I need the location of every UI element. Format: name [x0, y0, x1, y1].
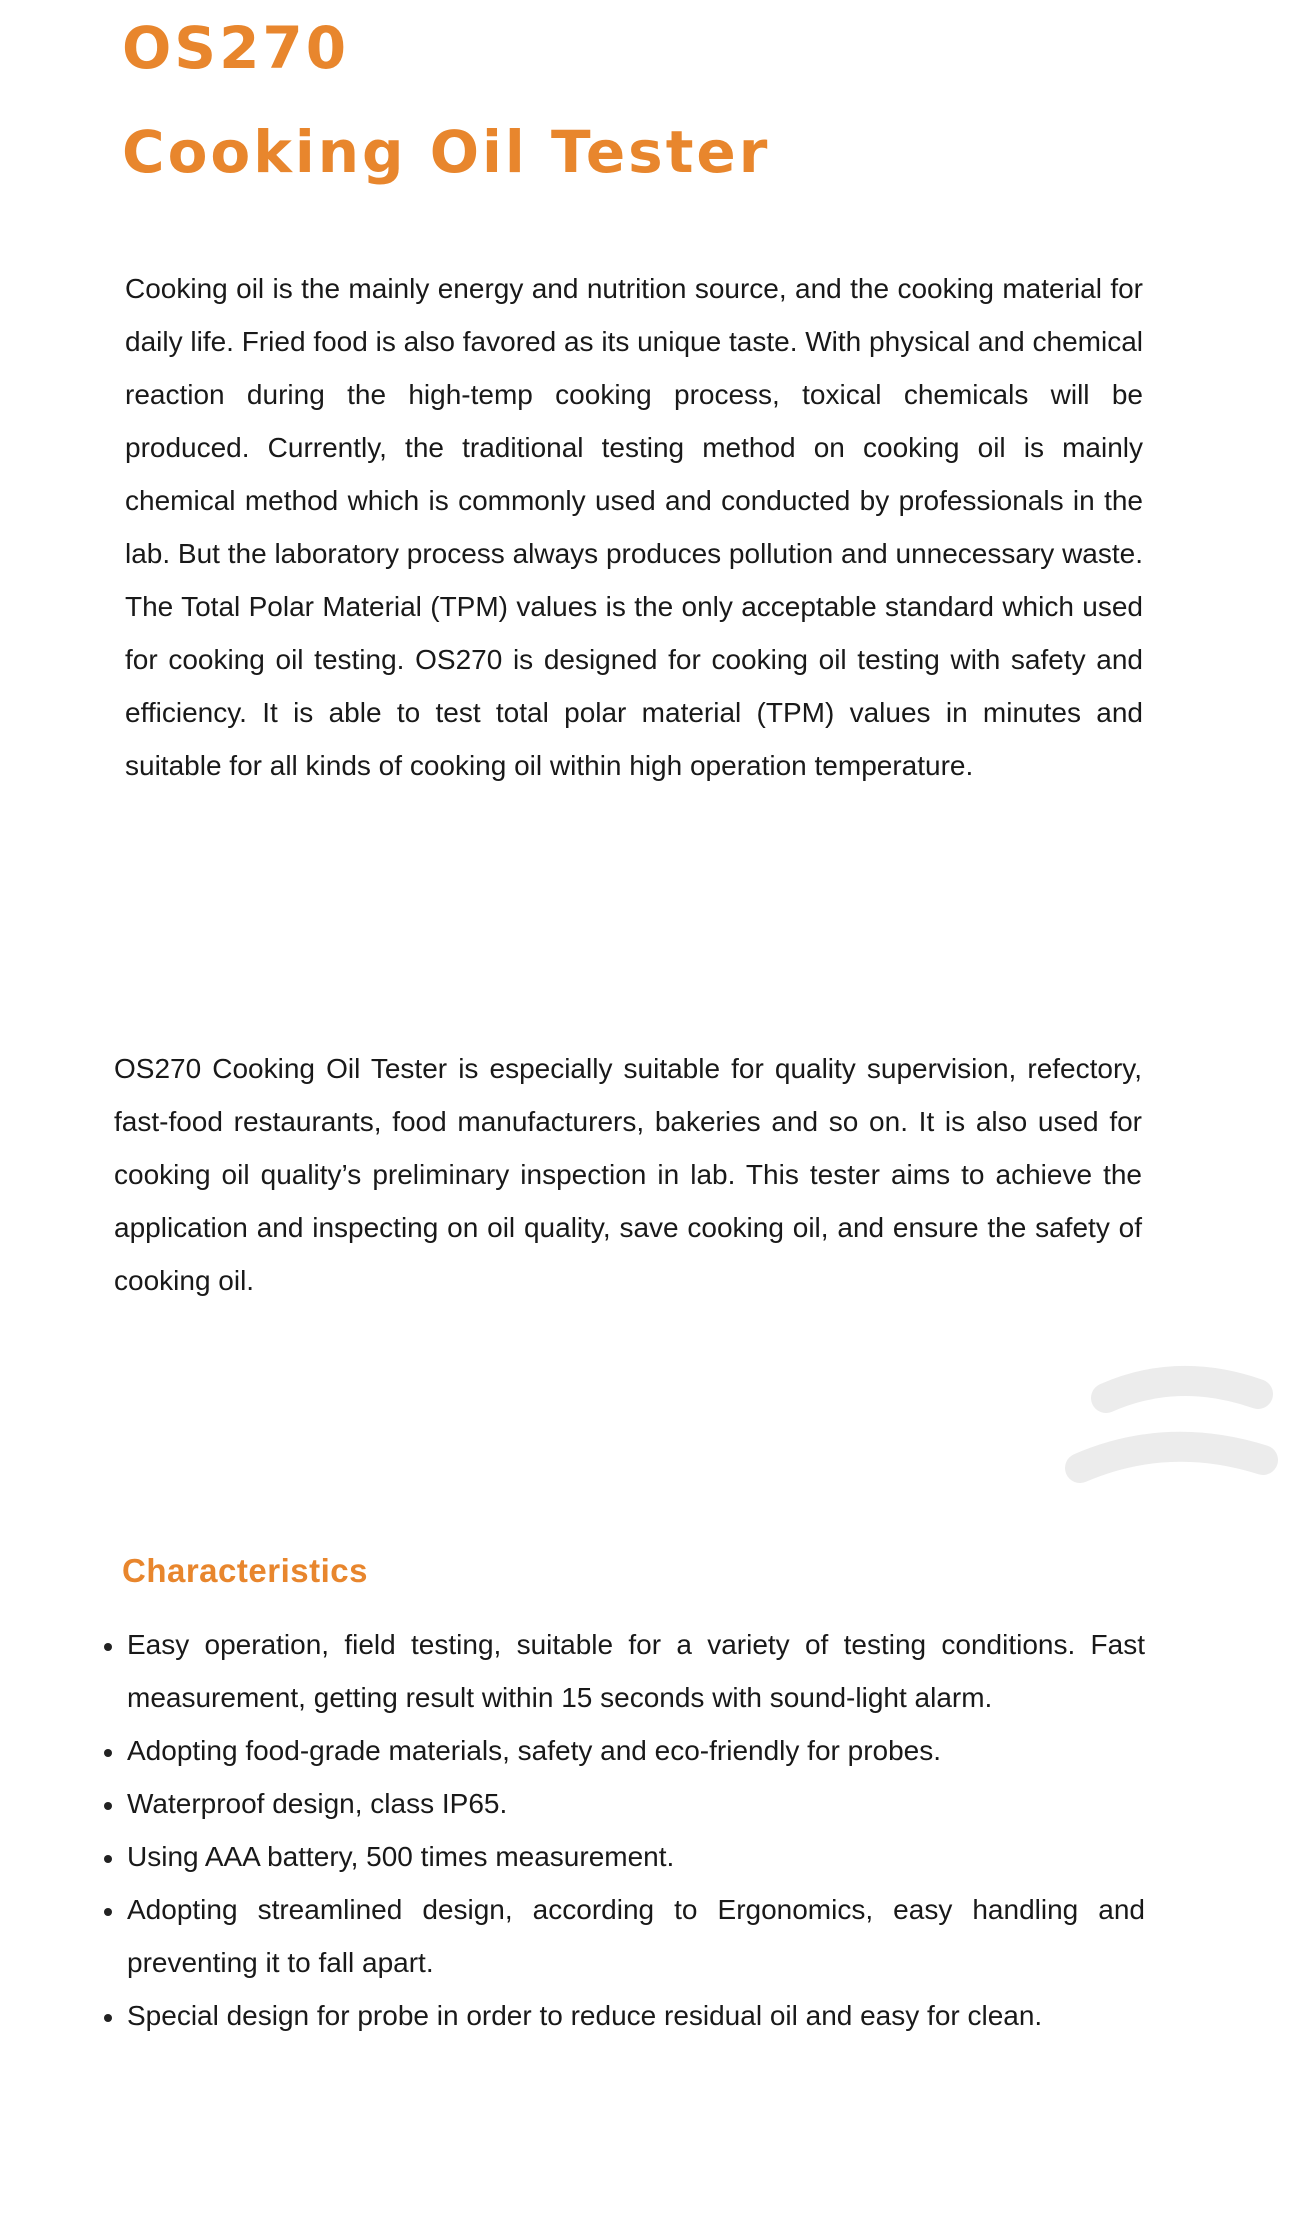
- list-item-text: Using AAA battery, 500 times measurement.: [127, 1841, 675, 1872]
- list-item: [100, 1883, 1145, 1989]
- bullet-dot-icon: [100, 1777, 127, 1830]
- list-item: [100, 1830, 1145, 1883]
- list-item: [100, 1618, 1145, 1724]
- bullet-dot-icon: [100, 1618, 127, 1671]
- characteristics-heading: Characteristics: [122, 1552, 368, 1589]
- list-item-text: Special design for probe in order to reduce residual oil and easy for clean.: [127, 2000, 1043, 2031]
- intro-paragraph: Cooking oil is the mainly energy and nutrition source, and the cooking material for daily life. Fried food is also favored as its unique taste. With physical and chemical reaction during the high-temp cooking process, toxical chemicals will be produced. Currently, the traditional testing method on cooking oil is mainly chemical method which is commonly used and conducted by professionals in the lab. But the laboratory process always produces pollution and unnecessary waste. The Total Polar Material (TPM) values is the only acceptable standard which used for cooking oil testing. OS270 is designed for cooking oil testing with safety and efficiency. It is able to test total polar material (TPM) values in minutes and suitable for all kinds of cooking oil within high operation temperature.: [125, 273, 1143, 781]
- list-item: [100, 1777, 1145, 1830]
- list-item-text: Easy operation, field testing, suitable for a variety of testing conditions. Fast measurement, getting result within 15 seconds with sound-light alarm.: [127, 1629, 1145, 1713]
- faded-watermark-graphic: [1058, 1352, 1278, 1517]
- list-item-text: Waterproof design, class IP65.: [127, 1788, 508, 1819]
- watermark-swoosh-icon: [1058, 1352, 1278, 1517]
- list-item-text: Adopting streamlined design, according to Ergonomics, easy handling and preventing it to fall apart.: [127, 1894, 1145, 1978]
- bullet-dot-icon: [100, 1883, 127, 1936]
- bullet-dot-icon: [100, 1830, 127, 1883]
- list-item: [100, 1724, 1145, 1777]
- list-item: [100, 1989, 1145, 2042]
- characteristics-list: [100, 1618, 1145, 2042]
- product-model-title: OS270: [122, 14, 350, 82]
- application-paragraph: OS270 Cooking Oil Tester is especially suitable for quality supervision, refectory, fast-food restaurants, food manufacturers, bakeries and so on. It is also used for cooking oil quality’s preliminary inspection in lab. This tester aims to achieve the application and inspecting on oil quality, save cooking oil, and ensure the safety of cooking oil.: [114, 1053, 1142, 1296]
- bullet-dot-icon: [100, 1724, 127, 1777]
- product-name-title: Cooking Oil Tester: [122, 118, 771, 186]
- bullet-dot-icon: [100, 1989, 127, 2042]
- list-item-text: Adopting food-grade materials, safety and eco-friendly for probes.: [127, 1735, 942, 1766]
